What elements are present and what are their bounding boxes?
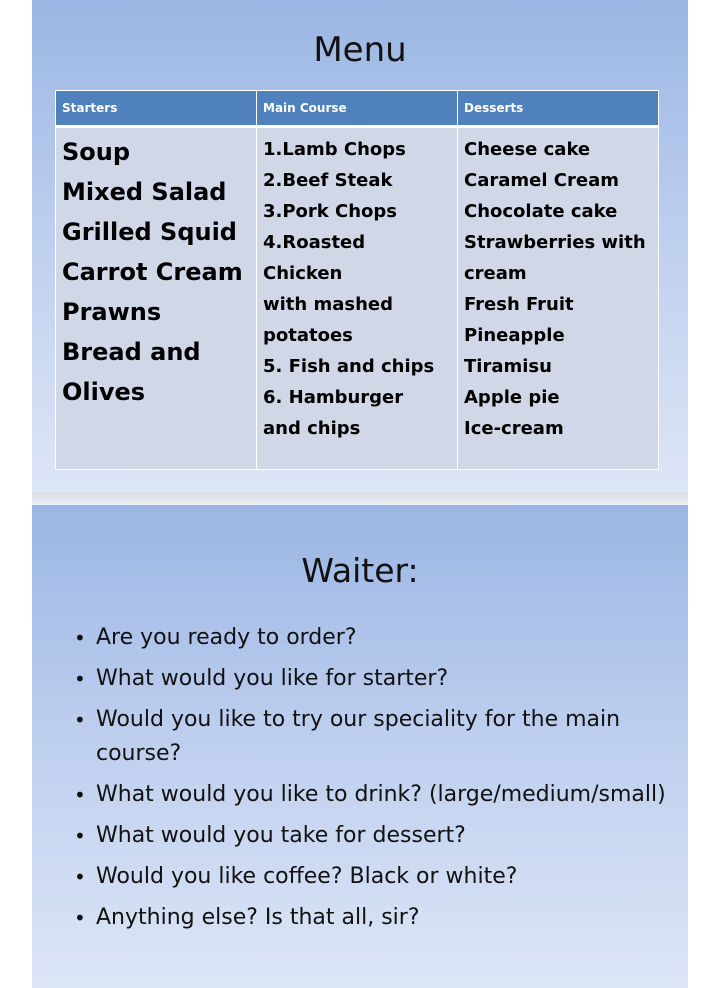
main-course-line: potatoes <box>263 325 353 346</box>
waiter-slide <box>32 505 688 988</box>
starter-item: Bread and <box>62 338 201 366</box>
dessert-line: Strawberries with <box>464 232 646 253</box>
dessert-line: Ice-cream <box>464 418 564 439</box>
dessert-line: Tiramisu <box>464 356 552 377</box>
dessert-line: Cheese cake <box>464 139 591 160</box>
list-item <box>72 860 672 894</box>
dessert-line: Caramel Cream <box>464 170 619 191</box>
desserts-cell <box>458 127 659 470</box>
column-header-main-course: Main Course <box>257 91 458 127</box>
main-course-line: 5. Fish and chips <box>263 356 435 377</box>
phrase-text: What would you like to drink? (large/medium/small) <box>96 782 666 807</box>
main-course-line: 6. Hamburger <box>263 387 404 408</box>
main-course-cell <box>257 127 458 470</box>
bullet-icon: • <box>74 708 86 732</box>
starter-item: Olives <box>62 378 146 406</box>
list-item <box>72 778 672 812</box>
column-header-starters: Starters <box>56 91 257 127</box>
dessert-line: cream <box>464 263 527 284</box>
bullet-icon: • <box>74 626 86 650</box>
list-item <box>72 662 672 696</box>
dessert-line: Apple pie <box>464 387 560 408</box>
starter-item: Soup <box>62 138 131 166</box>
list-item <box>72 901 672 935</box>
bullet-icon: • <box>74 865 86 889</box>
phrase-text: Would you like coffee? Black or white? <box>96 864 518 889</box>
phrase-text: Would you like to try our speciality for the main course? <box>96 707 621 766</box>
waiter-title: Waiter: <box>301 551 419 590</box>
menu-title: Menu <box>313 30 407 70</box>
column-header-desserts: Desserts <box>458 91 659 127</box>
starter-item: Mixed Salad <box>62 178 227 206</box>
list-item <box>72 621 672 655</box>
phrase-text: Are you ready to order? <box>96 625 357 650</box>
menu-table <box>55 90 659 470</box>
slide-divider <box>32 492 688 505</box>
main-course-line: 1.Lamb Chops <box>263 139 406 160</box>
main-course-line: 4.Roasted <box>263 232 366 253</box>
menu-table-header-row <box>56 91 659 127</box>
bullet-icon: • <box>74 783 86 807</box>
starter-item: Prawns <box>62 298 162 326</box>
list-item <box>72 819 672 853</box>
bullet-icon: • <box>74 667 86 691</box>
list-item <box>72 703 672 771</box>
bullet-icon: • <box>74 906 86 930</box>
phrase-text: Anything else? Is that all, sir? <box>96 905 420 930</box>
main-course-line: and chips <box>263 418 361 439</box>
main-course-line: with mashed <box>263 294 394 315</box>
menu-table-row <box>56 127 659 470</box>
dessert-line: Pineapple <box>464 325 565 346</box>
starters-cell <box>56 127 257 470</box>
main-course-line: 3.Pork Chops <box>263 201 398 222</box>
main-course-line: Chicken <box>263 263 343 284</box>
starter-item: Carrot Cream <box>62 258 243 286</box>
starter-item: Grilled Squid <box>62 218 237 246</box>
bullet-icon: • <box>74 824 86 848</box>
phrase-text: What would you take for dessert? <box>96 823 466 848</box>
phrase-text: What would you like for starter? <box>96 666 449 691</box>
main-course-line: 2.Beef Steak <box>263 170 393 191</box>
dessert-line: Fresh Fruit <box>464 294 574 315</box>
dessert-line: Chocolate cake <box>464 201 618 222</box>
waiter-phrases-list <box>72 621 672 942</box>
menu-slide <box>32 0 688 492</box>
